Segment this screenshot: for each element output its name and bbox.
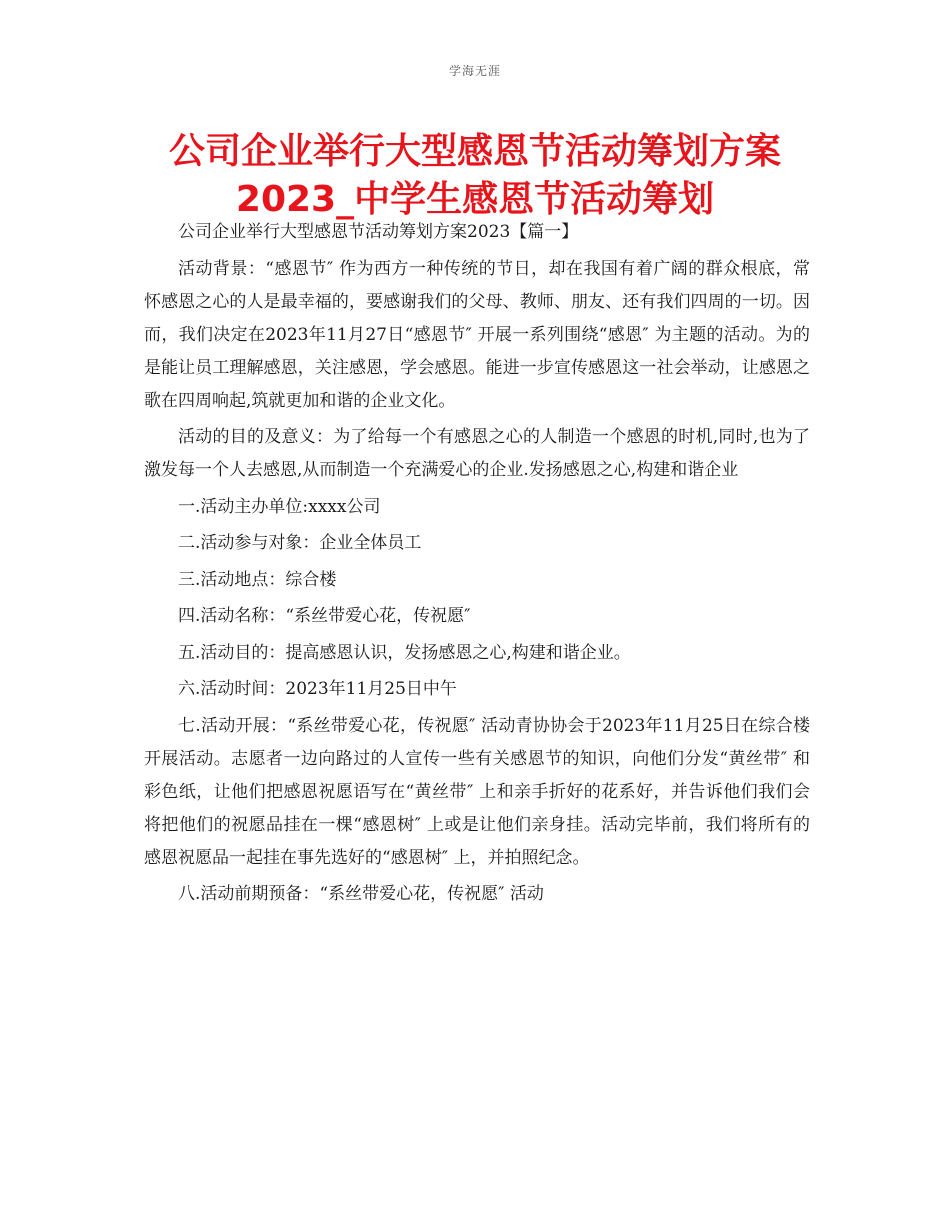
paragraph-purpose: 活动的目的及意义：为了给每一个有感恩之心的人制造一个感恩的时机,同时,也为了激发每一个人去感恩,从而制造一个充满爱心的企业.发扬感恩之心,构建和谐企业 <box>144 427 810 480</box>
list-item-execution: 七.活动开展：“系丝带爱心花，传祝愿″ 活动青协协会于2023年11月25日在综合楼开展活动。志愿者一边向路过的人宣传一些有关感恩节的知识，向他们分发“黄丝带″ 和彩色纸，让他们把感恩祝愿语写在“黄丝带″ 上和亲手折好的花系好，并告诉他们我们会将把他们的祝愿品挂在一棵“感恩树″ 上或是让他们亲身挂。活动完毕前，我们将所有的感恩祝愿品一起挂在事先选好的“感恩树″ 上，并拍照纪念。 <box>144 715 810 868</box>
document-body <box>144 216 810 915</box>
paragraph-background: 活动背景：“感恩节″ 作为西方一种传统的节日，却在我国有着广阔的群众根底，常怀感恩之心的人是最幸福的，要感谢我们的父母、教师、朋友、还有我们四周的一切。因而，我们决定在2023年11月27日“感恩节″ 开展一系列围绕“感恩″ 为主题的活动。为的是能让员工理解感恩，关注感恩，学会感恩。能进一步宣传感恩这一社会举动，让感恩之歌在四周响起,筑就更加和谐的企业文化。 <box>144 258 810 411</box>
title-line-1: 公司企业举行大型感恩节活动筹划方案 <box>168 131 781 172</box>
list-item-location: 三.活动地点：综合楼 <box>178 569 337 590</box>
list-item-participants: 二.活动参与对象：企业全体员工 <box>178 533 422 553</box>
list-item-time: 六.活动时间：2023年11月25日中午 <box>178 679 457 699</box>
section-heading: 公司企业举行大型感恩节活动筹划方案2023【篇一】 <box>178 222 579 242</box>
page-header: 学海无涯 <box>448 64 501 78</box>
title-line-2: 2023_中学生感恩节活动筹划 <box>235 179 715 220</box>
list-item-preparation: 八.活动前期预备：“系丝带爱心花，传祝愿″ 活动 <box>178 884 544 904</box>
document-title <box>120 128 830 224</box>
list-item-goal: 五.活动目的：提高感恩认识，发扬感恩之心,构建和谐企业。 <box>178 642 631 663</box>
list-item-name: 四.活动名称：“系丝带爱心花，传祝愿″ <box>178 606 471 626</box>
list-item-organizer: 一.活动主办单位:xxxx公司 <box>178 496 381 517</box>
